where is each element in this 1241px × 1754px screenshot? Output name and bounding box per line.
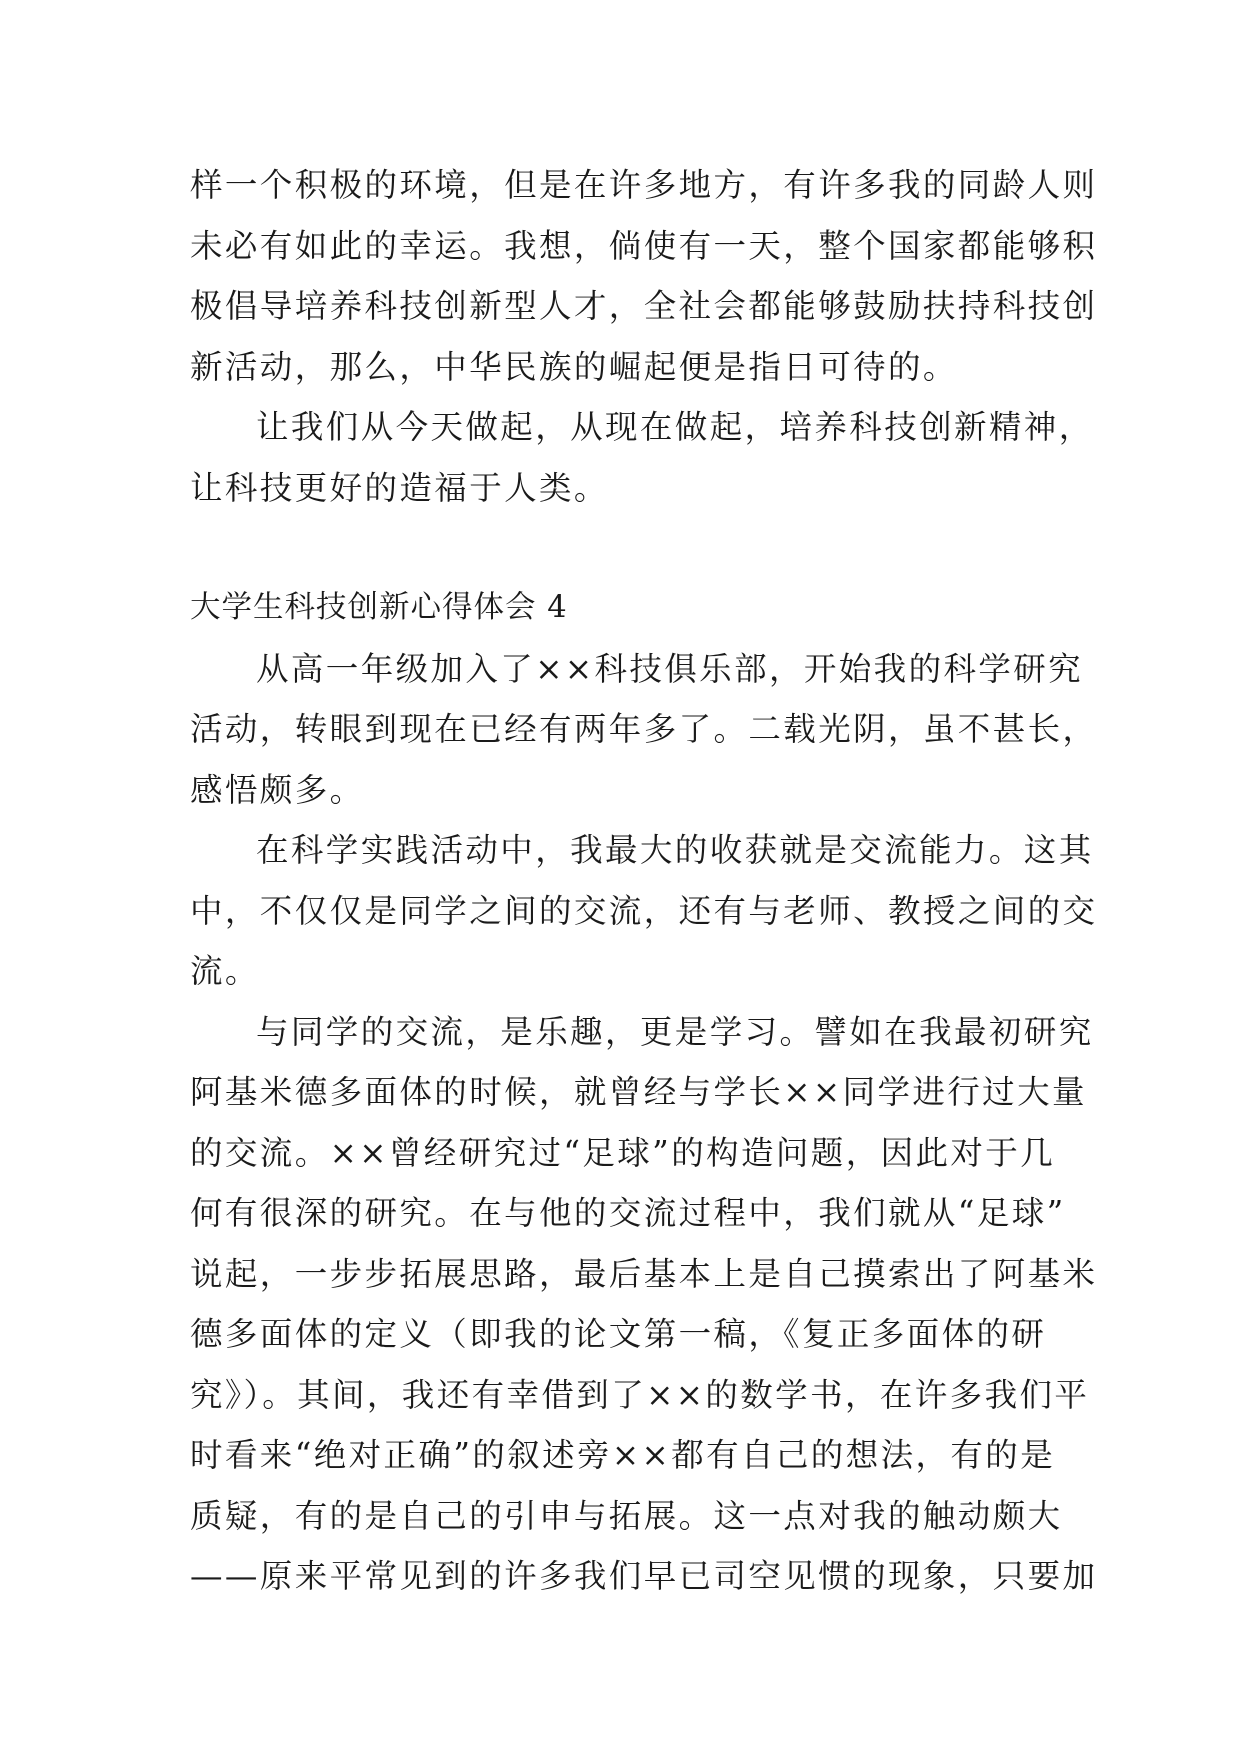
paragraph-gap [190,518,1052,578]
text-line: 阿基米德多面体的时候，就曾经与学长××同学进行过大量 [190,1073,1087,1111]
text-line: 未必有如此的幸运。我想，倘使有一天，整个国家都能够积 [190,226,1098,265]
text-line: 究》）。其间，我还有幸借到了××的数学书，在许多我们平 [190,1375,1090,1414]
text-line: 新活动，那么，中华民族的崛起便是指日可待的。 [190,347,958,386]
text-line: 极倡导培养科技创新型人才，全社会都能够鼓励扶持科技创 [190,287,1098,325]
section-heading: 大学生科技创新心得体会 4 [190,590,568,625]
text-line: 让科技更好的造福于人类。 [190,468,609,507]
text-line: 德多面体的定义（即我的论文第一稿，《复正多面体的研 [190,1315,1047,1353]
text-line: 让我们从今天做起，从现在做起，培养科技创新精神， [256,408,1094,446]
text-line: 与同学的交流，是乐趣，更是学习。譬如在我最初研究 [256,1012,1094,1051]
text-line: 说起，一步步拓展思路，最后基本上是自己摸索出了阿基米 [190,1254,1098,1293]
text-line: 在科学实践活动中，我最大的收获就是交流能力。这其 [256,831,1094,869]
text-line: 的交流。××曾经研究过“足球”的构造问题，因此对于几 [190,1133,1056,1172]
text-line: 中，不仅仅是同学之间的交流，还有与老师、教授之间的交 [190,891,1098,930]
text-line: 时看来“绝对正确”的叙述旁××都有自己的想法，有的是 [190,1436,1056,1474]
text-line: ——原来平常见到的许多我们早已司空见惯的现象，只要加 [190,1557,1098,1595]
text-line: 样一个积极的环境，但是在许多地方，有许多我的同龄人则 [190,166,1098,204]
document-body [190,155,1098,1607]
text-line: 感悟颇多。 [190,770,365,809]
text-line: 何有很深的研究。在与他的交流过程中，我们就从“足球” [190,1194,1066,1232]
text-line: 流。 [190,952,260,990]
text-line: 活动，转眼到现在已经有两年多了。二载光阴，虽不甚长， [190,710,1098,748]
text-line: 质疑，有的是自己的引申与拓展。这一点对我的触动颇大 [190,1496,1063,1535]
text-line: 从高一年级加入了××科技俱乐部，开始我的科学研究 [256,649,1084,688]
